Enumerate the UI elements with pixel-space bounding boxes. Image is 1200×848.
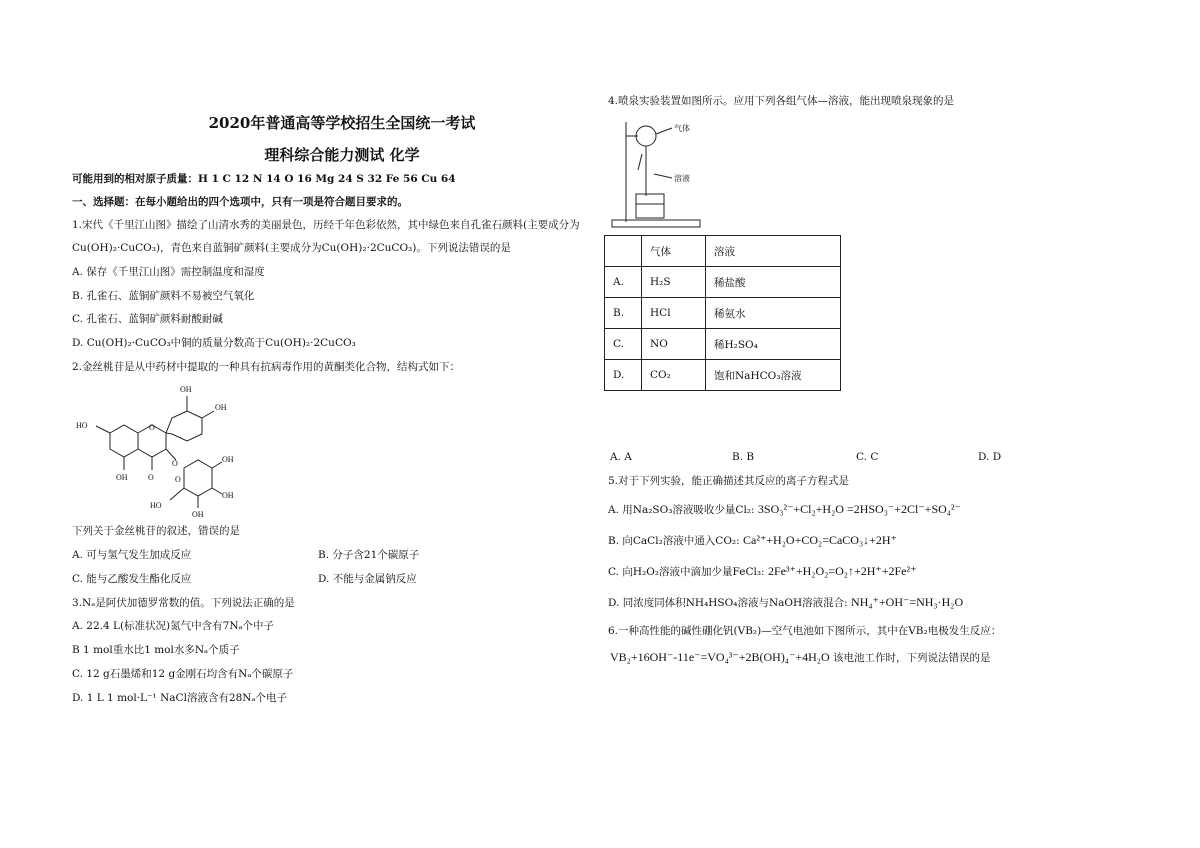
q1-option-a: A. 保存《千里江山图》需控制温度和湿度	[72, 266, 265, 278]
q5-option-b-equation: Ca²⁺+H₂O+CO₂=CaCO₃↓+2H⁺	[743, 533, 897, 547]
table-row	[605, 360, 841, 391]
o-sugar-label: O	[175, 475, 181, 484]
q2-question: 下列关于金丝桃苷的叙述，错误的是	[72, 525, 240, 537]
oh-label-1: OH	[180, 385, 192, 394]
q5-option-c-equation: 2Fe³⁺+H₂O₂=O₂↑+2H⁺+2Fe²⁺	[767, 564, 917, 578]
q2-option-d: D. 不能与金属钠反应	[318, 573, 417, 585]
fountain-apparatus-figure	[608, 114, 718, 232]
table-header-row	[605, 236, 841, 267]
q6-stem: 6.一种高性能的碱性硼化钒(VB₂)—空气电池如下图所示，其中在VB₂电极发生反应：	[608, 625, 1002, 637]
q6-equation: VB₂+16OH⁻-11e⁻=VO₄³⁻+2B(OH)₄⁻+4H₂O	[610, 650, 830, 664]
q2-option-c: C. 能与乙酸发生酯化反应	[72, 573, 192, 585]
q4-option-c: C. C	[856, 451, 879, 463]
q5-option-a-text: A. 用Na₂SO₃溶液吸收少量Cl₂:	[608, 504, 755, 516]
q5-option-d-equation: NH₄⁺+OH⁻=NH₃·H₂O	[851, 595, 964, 609]
section-heading: 一、选择题：在每小题给出的四个选项中，只有一项是符合题目要求的。	[72, 196, 408, 208]
table-cell: 稀氨水	[706, 298, 841, 329]
table-cell: HCl	[642, 298, 706, 329]
table-header-cell: 溶液	[706, 236, 841, 267]
table-cell: 稀H₂SO₄	[706, 329, 841, 360]
table-cell: H₂S	[642, 267, 706, 298]
q3-option-c: C. 12 g石墨烯和12 g金刚石均含有Nₐ个碳原子	[72, 668, 294, 680]
ho-label-2: HO	[150, 501, 162, 510]
molecule-structure-figure	[72, 378, 272, 518]
q1-stem-line2: Cu(OH)₂·CuCO₃)，青色来自蓝铜矿颜料(主要成分为Cu(OH)₂·2CuCO₃)。下列说法错误的是	[72, 242, 511, 254]
table-cell: CO₂	[642, 360, 706, 391]
oh-label-5: OH	[222, 491, 234, 500]
q5-option-a-equation: 3SO₃²⁻+Cl₂+H₂O =2HSO₃⁻+2Cl⁻+SO₄²⁻	[757, 502, 961, 516]
table-cell: 稀盐酸	[706, 267, 841, 298]
table-cell: 饱和NaHCO₃溶液	[706, 360, 841, 391]
ho-label-1: HO	[76, 421, 88, 430]
q3-option-a: A. 22.4 L(标准状况)氮气中含有7Nₐ个中子	[72, 620, 275, 632]
oh-label-6: OH	[192, 510, 204, 518]
q4-option-b: B. B	[732, 451, 755, 463]
q5-option-a	[608, 502, 961, 517]
table-row	[605, 298, 841, 329]
q2-option-b: B. 分子含21个碳原子	[318, 549, 420, 561]
exam-title: 2020年普通高等学校招生全国统一考试	[208, 114, 476, 132]
table-header-cell: 气体	[642, 236, 706, 267]
table-cell: B.	[605, 298, 642, 329]
table-cell: A.	[605, 267, 642, 298]
table-row	[605, 329, 841, 360]
oh-label-2: OH	[215, 403, 227, 412]
q5-option-c	[608, 564, 916, 579]
q1-option-c: C. 孔雀石、蓝铜矿颜料耐酸耐碱	[72, 313, 223, 325]
q5-option-b	[608, 533, 897, 548]
q1-option-b: B. 孔雀石、蓝铜矿颜料不易被空气氧化	[72, 290, 255, 302]
q2-option-a: A. 可与氢气发生加成反应	[72, 549, 192, 561]
q5-option-c-text: C. 向H₂O₂溶液中滴加少量FeCl₃:	[608, 566, 765, 578]
q1-option-d: D. Cu(OH)₂·CuCO₃中铜的质量分数高于Cu(OH)₂·2CuCO₃	[72, 337, 356, 349]
q1-stem-line1: 1.宋代《千里江山图》描绘了山清水秀的美丽景色，历经千年色彩依然，其中绿色来自孔雀石颜料(主要成分为	[72, 219, 580, 231]
table-cell: C.	[605, 329, 642, 360]
q3-stem: 3.Nₐ是阿伏加德罗常数的值。下列说法正确的是	[72, 597, 295, 609]
q6-equation-line	[610, 650, 990, 665]
o-keto-label: O	[148, 473, 154, 482]
q3-option-b: B 1 mol重水比1 mol水多Nₐ个质子	[72, 644, 240, 656]
table-row	[605, 267, 841, 298]
q6-tail: 该电池工作时，下列说法错误的是	[832, 652, 991, 664]
q3-option-d: D. 1 L 1 mol·L⁻¹ NaCl溶液含有28Nₐ个电子	[72, 692, 288, 704]
q5-option-d	[608, 595, 963, 610]
fig-gas-label: 气体	[674, 124, 690, 133]
q4-option-d: D. D	[978, 451, 1002, 463]
q4-option-a: A. A	[610, 451, 632, 463]
q4-options-table	[604, 235, 841, 391]
table-cell: D.	[605, 360, 642, 391]
q5-option-b-text: B. 向CaCl₂溶液中通入CO₂:	[608, 535, 740, 547]
o-ring-label: O	[149, 423, 155, 432]
table-header-cell	[605, 236, 642, 267]
o-glyco-label: O	[172, 459, 178, 468]
q5-option-d-text: D. 同浓度同体积NH₄HSO₄溶液与NaOH溶液混合:	[608, 597, 848, 609]
fig-solution-label: 溶液	[674, 174, 690, 183]
atomic-masses: 可能用到的相对原子质量：H 1 C 12 N 14 O 16 Mg 24 S 32 Fe 56 Cu 64	[72, 173, 456, 185]
q2-stem: 2.金丝桃苷是从中药材中提取的一种具有抗病毒作用的黄酮类化合物，结构式如下：	[72, 361, 461, 373]
table-cell: NO	[642, 329, 706, 360]
oh-label-3: OH	[116, 473, 128, 482]
q4-stem: 4.喷泉实验装置如图所示。应用下列各组气体—溶液，能出现喷泉现象的是	[608, 95, 955, 107]
exam-subtitle: 理科综合能力测试 化学	[264, 146, 420, 164]
oh-label-4: OH	[222, 455, 234, 464]
q5-stem: 5.对于下列实验，能正确描述其反应的离子方程式是	[608, 475, 850, 487]
